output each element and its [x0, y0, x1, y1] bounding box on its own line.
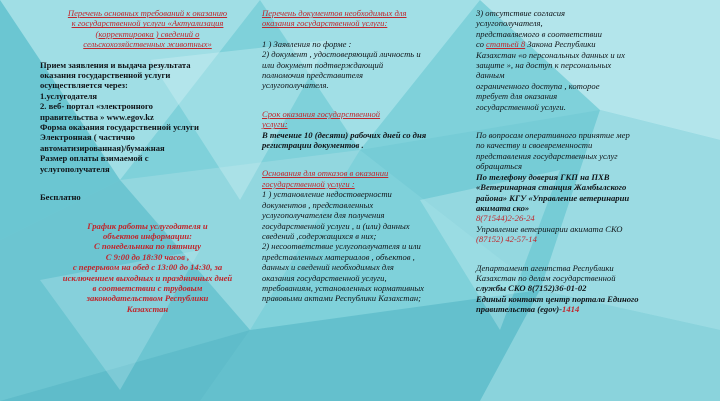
- title-line: к государственной услуги «Актуализация: [71, 18, 224, 29]
- questions-line: акимата ско»: [476, 202, 530, 213]
- phone-vet-station: 8(71544)2-26-24: [476, 213, 535, 224]
- body-line: Прием заявления и выдача результата: [40, 59, 191, 70]
- free-label: Бесплатно: [40, 192, 81, 203]
- term-title: [262, 109, 474, 130]
- refusal-line: данных и сведений необходимых для: [262, 262, 394, 273]
- questions-line: по качеству и своевременности: [476, 140, 593, 151]
- body-line: Размер оплаты взимаемой с: [40, 153, 149, 164]
- refusal-line: 1 ) установление недостоверности: [262, 189, 392, 200]
- column-contacts: [476, 8, 706, 315]
- requirements-title: [40, 8, 255, 50]
- agency-line: Департамент агентства Республики: [476, 262, 614, 273]
- refusal-line: государственной услуги , и (или) данных: [262, 220, 410, 231]
- title-line: услуги:: [262, 119, 288, 130]
- refusal-list: [262, 189, 474, 303]
- consent-prefix: со: [476, 39, 487, 50]
- schedule-block: [40, 221, 255, 315]
- title-line: государственной услуги :: [262, 178, 355, 189]
- consent-line: услугополучателя,: [476, 18, 543, 29]
- title-line: (корректировка ) сведений о: [95, 28, 200, 39]
- refusal-line: представленных материалов , объектов ,: [262, 251, 415, 262]
- title-line: Срок оказания государственной: [262, 108, 381, 119]
- body-line: оказания государственной услуги: [40, 70, 171, 81]
- schedule-line: объектов информации:: [102, 230, 193, 241]
- agency-block: [476, 263, 706, 315]
- column-documents: [262, 8, 474, 304]
- portal-phone-line: [476, 304, 706, 314]
- schedule-line: в соответствии с трудовым: [92, 282, 203, 293]
- doc-line: или документ подтверждающий: [262, 59, 384, 70]
- questions-block: [476, 130, 706, 244]
- questions-line: «Ветеринарная станция Жамбылского: [476, 182, 627, 193]
- consent-law-line: [476, 39, 706, 49]
- agency-line: Казахстан по делам государственной: [476, 272, 616, 283]
- agency-prefix: службы СКО: [476, 283, 528, 294]
- documents-title: [262, 8, 474, 29]
- title-line: оказания государственной услуги:: [262, 18, 388, 29]
- column-requirements: [40, 8, 255, 314]
- law-article-link[interactable]: статьей 8: [486, 39, 526, 50]
- term-line: регистрации документов .: [262, 140, 364, 151]
- title-line: Перечень основных требований к оказанию: [67, 8, 228, 18]
- questions-line: района» КГУ «Управление ветеринарии: [476, 192, 630, 203]
- portal-line: Единый контакт центр портала Единого: [476, 293, 639, 304]
- consent-line: данным: [476, 70, 505, 81]
- schedule-line: исключением выходных и праздничных дней: [62, 272, 233, 283]
- refusal-line: 2) несоответствие услугополучателя и или: [262, 241, 421, 252]
- portal-prefix: правительства (egov)-: [476, 304, 563, 315]
- questions-line: представления государственных услуг: [476, 150, 618, 161]
- doc-line: 2) документ , удостоверяющий личность и: [262, 49, 421, 60]
- term-text: [262, 130, 474, 151]
- title-line: Перечень документов необходимых для: [262, 8, 407, 18]
- vet-department-line: Управление ветеринарии акимата СКО: [476, 223, 623, 234]
- consent-suffix: Закона Республики: [525, 39, 596, 50]
- body-line: осуществляется через:: [40, 80, 128, 91]
- refusal-title: [262, 168, 474, 189]
- body-line: 1.услугодателя: [40, 90, 98, 101]
- schedule-line: С 9:00 до 18:30 часов ,: [105, 251, 190, 262]
- phone-agency: 8(7152)36-01-02: [527, 283, 587, 294]
- schedule-line: с перерывом на обед с 13:00 до 14:30, за: [72, 262, 223, 273]
- refusal-line: оказания государственной услуги,: [262, 272, 387, 283]
- body-line: услугополучателя: [40, 163, 110, 174]
- questions-line: По вопросам оперативного принятие мер: [476, 130, 630, 141]
- consent-line: ограниченного доступа , которое: [476, 80, 600, 91]
- questions-line: По телефону доверия ГКП на ПХВ: [476, 171, 610, 182]
- body-line: 2. веб- портал «электронного: [40, 101, 153, 112]
- phone-vet-department: (87152) 42-57-14: [476, 234, 537, 245]
- service-info-block: [40, 60, 255, 174]
- consent-block: [476, 8, 706, 112]
- consent-line: защите », на доступ к персональных: [476, 60, 612, 71]
- schedule-line: Казахстан: [126, 303, 169, 314]
- documents-list: [262, 39, 474, 91]
- refusal-line: документов , представленных: [262, 199, 374, 210]
- questions-line: обращаться: [476, 161, 523, 172]
- refusal-line: услугополучателем для получения: [262, 210, 385, 221]
- refusal-line: сведений ,содержащихся в них;: [262, 230, 377, 241]
- phone-egov: 1414: [562, 304, 580, 315]
- schedule-line: С понедельника по пятницу: [93, 241, 202, 252]
- doc-line: полномочия представителя: [262, 70, 363, 81]
- consent-line: Казахстан «о персональных данных и их: [476, 49, 625, 60]
- consent-line: представляемого в соответствии: [476, 28, 602, 39]
- consent-line: государственной услуги.: [476, 101, 566, 112]
- schedule-line: законодательством Республики: [86, 293, 209, 304]
- consent-line: требует для оказания: [476, 91, 558, 102]
- schedule-line: График работы услугодателя и: [87, 220, 208, 231]
- doc-line: услугополучателя.: [262, 80, 329, 91]
- agency-phone-line: [476, 283, 706, 293]
- body-line: автоматизированная)/бумажная: [40, 142, 165, 153]
- title-line: сельскохозяйственных животных»: [83, 39, 212, 50]
- consent-line: 3) отсутствие согласия: [476, 8, 565, 18]
- term-line: В течение 10 (десяти) рабочих дней со дня: [262, 129, 427, 140]
- title-line: Основания для отказов в оказании: [262, 168, 389, 179]
- doc-line: 1 ) Заявления по форме :: [262, 38, 352, 49]
- refusal-line: правовыми актами Республики Казахстан;: [262, 293, 422, 304]
- refusal-line: требованиям, установленных нормативных: [262, 282, 424, 293]
- body-line: Электронная ( частично: [40, 132, 135, 143]
- body-line: Форма оказания государственной услуги: [40, 122, 199, 133]
- egov-link-line: правительства » www.egov.kz: [40, 111, 154, 122]
